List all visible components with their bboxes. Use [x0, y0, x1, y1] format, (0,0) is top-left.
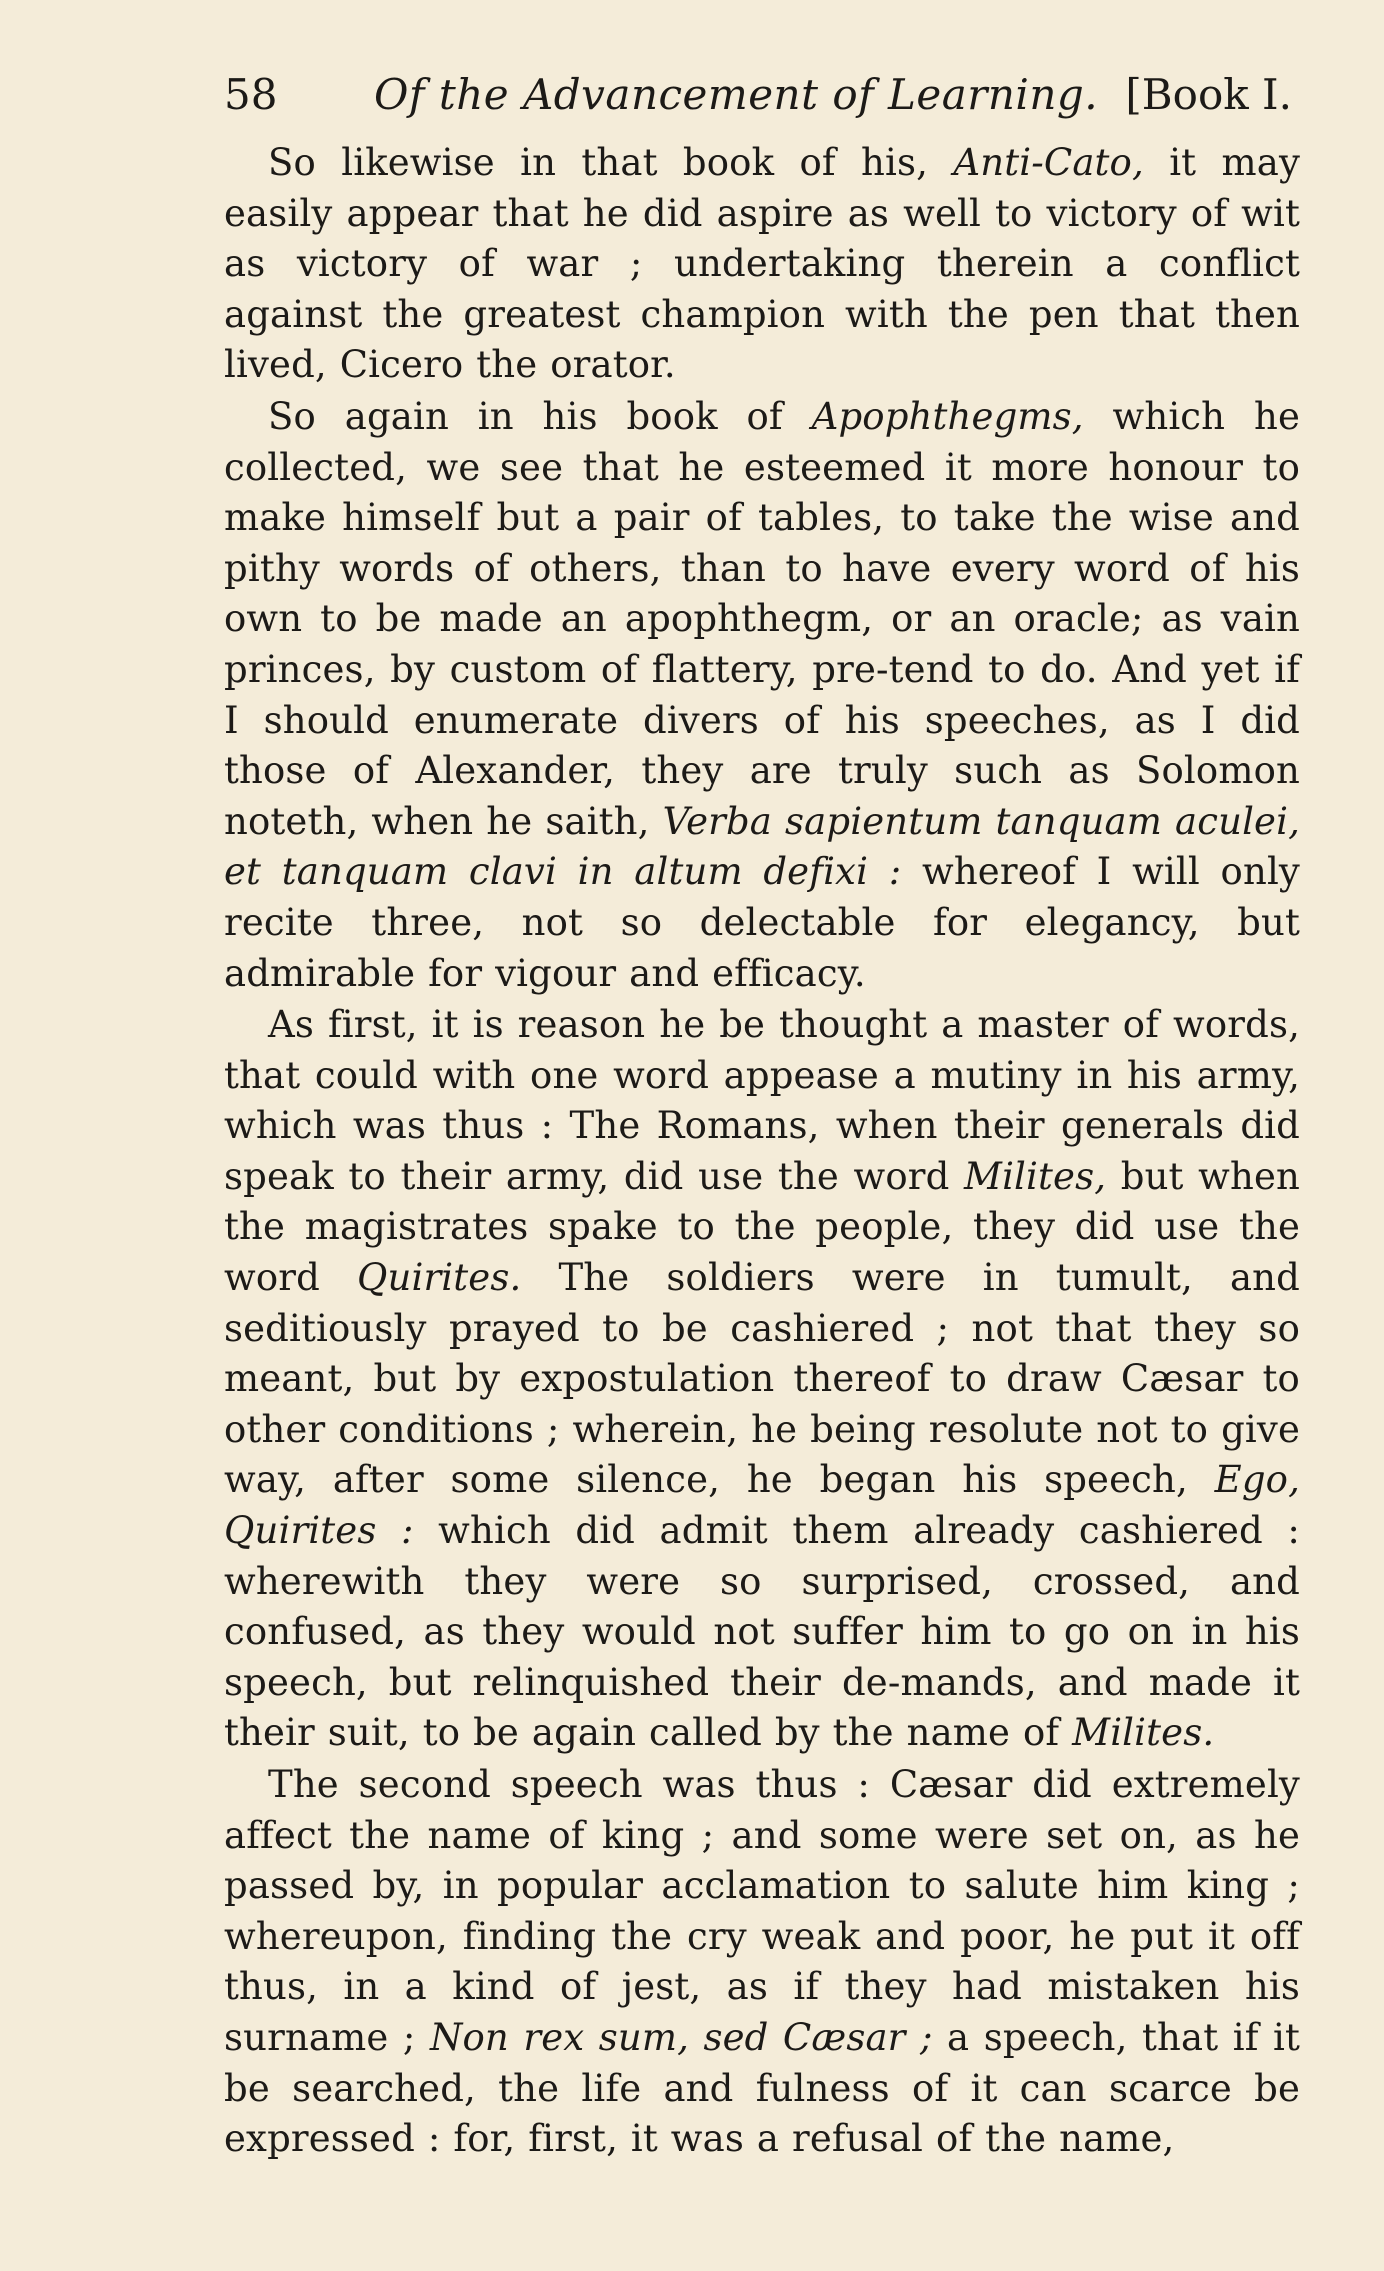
italic-text: Ego, Quirites : [224, 1458, 1300, 1553]
text-run: So likewise in that book of his, [268, 141, 954, 184]
italic-text: Anti-Cato, [953, 141, 1144, 184]
page-number: 58 [224, 70, 278, 119]
text-run: whereof I will only recite three, not so delectable for elegancy, but admirable for vigour and efficacy. [224, 850, 1300, 995]
paragraph [224, 392, 1300, 999]
running-head [224, 58, 1300, 132]
text-run: As first, it is reason he be thought a master of words, that could with one word appease a mutiny in his army, which was thus : The Romans, when their generals did speak to their army, did use the word [224, 1003, 1300, 1198]
running-head-title: Of the Advancement of Learning. [374, 70, 1099, 119]
text-run: which he collected, we see that he esteemed it more honour to make himself but a pair of tables, to take the wise and pithy words of others, than to have every word of his own to be made an apophthegm, or an oracle; as vain princes, by custom of flattery, pre-tend to do. And yet if I should enumerate divers of his speeches, as I did those of Alexander, they are truly such as Solomon noteth, when he saith, [224, 394, 1300, 843]
paragraph [224, 138, 1300, 391]
paragraph [224, 1000, 1300, 1759]
paragraph [224, 1760, 1300, 2165]
text-run: which did admit them already cashiered : wherewith they were so surprised, crossed, and confused, as they would not suffer him to go on in his speech, but relinquished their de-mands, and made it their suit, to be again called by the name of [224, 1509, 1301, 1755]
text-run: So again in his book of [268, 394, 812, 438]
italic-text: Milites, [964, 1154, 1107, 1198]
body-text [224, 138, 1300, 2165]
text-run: The soldiers were in tumult, and seditiously prayed to be cashiered ; not that they so meant, but by expostulation thereof to draw Cæsar to other conditions ; wherein, he being resolute not to give way, after some silence, he began his speech, [224, 1256, 1300, 1502]
italic-text: Milites. [1072, 1711, 1215, 1755]
italic-text: Verba sapientum tanquam aculei, et tanquam clavi in altum defixi : [224, 799, 1300, 894]
text-run: it may easily appear that he did aspire as well to victory of wit as victory of war ; undertaking therein a conflict against the greatest champion with the pen that then lived, Cicero the orator. [224, 141, 1300, 387]
italic-text: Quirites. [357, 1256, 522, 1300]
text-run: but when the magistrates spake to the people, they did use the word [224, 1154, 1301, 1300]
book-label: [Book I. [1125, 70, 1292, 119]
text-run: a speech, that if it be searched, the life and fulness of it can scarce be expressed : for, first, it was a refusal of the name, [224, 2015, 1300, 2161]
text-run: The second speech was thus : Cæsar did extremely affect the name of king ; and some were set on, as he passed by, in popular acclamation to salute him king ; whereupon, finding the cry weak and poor, he put it off thus, in a kind of jest, as if they had mistaken his surname ; [224, 1763, 1300, 2059]
italic-text: Non rex sum, sed Cæsar ; [429, 2015, 933, 2059]
italic-text: Apophthegms, [811, 394, 1084, 438]
